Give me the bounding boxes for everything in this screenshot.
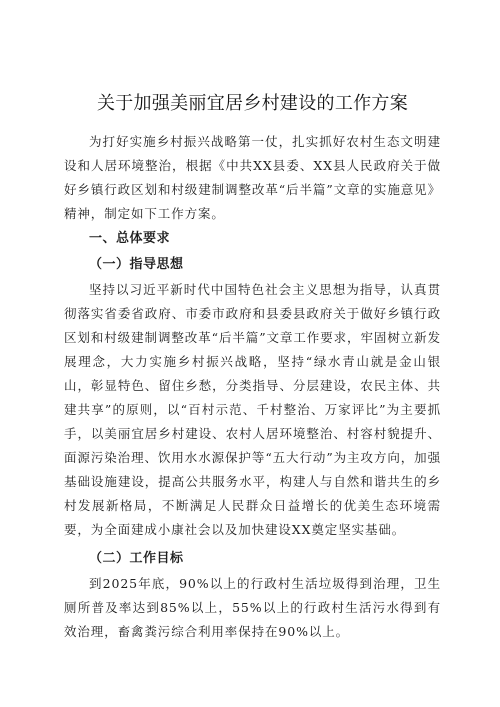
subsection-heading-guiding-ideology: （一）指导思想: [89, 257, 184, 272]
guiding-ideology-paragraph: 坚持以习近平新时代中国特色社会主义思想为指导，认真贯彻落实省委省政府、市委市政府和县委县政府关于做好乡镇行政区划和村级建制调整改革“后半篇”文章工作要求，牢固树立新发展理念，大力实施乡村振兴战略，坚持“绿水青山就是金山银山，彰显特色、留住乡愁，分类指导、分层建设，农民主体、共建共享”的原则，以“百村示范、千村整治、万家评比”为主要抓手，以美丽宜居乡村建设、农村人居环境整治、村容村貌提升、面源污染治理、饮用水水源保护等“五大行动”为主攻方向，加强基础设施建设，提高公共服务水平，构建人与自然和谐共生的乡村发展新格局，不断满足人民群众日益增长的优美生态环境需要，为全面建成小康社会以及加快建设XX奠定坚实基础。: [64, 282, 441, 537]
subsection-heading-work-goals: （二）工作目标: [89, 551, 184, 566]
intro-paragraph: 为打好实施乡村振兴战略第一仗，扎实抓好农村生态文明建设和人居环境整治，根据《中共XX县委、XX县人民政府关于做好乡镇行政区划和村级建制调整改革“后半篇”文章的实施意见》精神，制定如下工作方案。: [64, 134, 441, 221]
section-heading-general-requirements: 一、总体要求: [89, 231, 171, 246]
work-goals-paragraph: 到2025年底，90%以上的行政村生活垃圾得到治理，卫生厕所普及率达到85%以上，55%以上的行政村生活污水得到有效治理，畜禽粪污综合利用率保持在90%以上。: [64, 576, 441, 639]
document-title: 关于加强美丽宜居乡村建设的工作方案: [96, 93, 409, 114]
